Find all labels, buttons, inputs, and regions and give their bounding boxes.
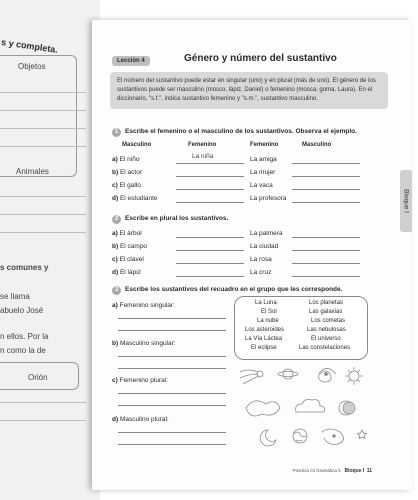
answer-line[interactable] [292,237,360,238]
answer-line[interactable] [292,176,360,177]
answer-line[interactable] [292,276,360,277]
answer-line[interactable] [292,163,360,164]
exercise-number: 1 [112,128,121,137]
writing-line [0,196,86,197]
writing-line [0,128,86,129]
answer-line[interactable] [176,202,244,203]
word-box-item: El eclipse [251,345,277,351]
exercise-1-row: c) El gallo [112,182,141,189]
writing-line [0,214,86,215]
word-box-item: Las galaxias [309,309,343,315]
writing-line [0,110,86,111]
footer-block: Bloque I [344,468,365,474]
answer-line[interactable] [176,189,244,190]
question-label: b) Masculino singular: [112,340,176,347]
left-page-text: n como la de [0,346,46,355]
column-header: Masculino [122,142,152,148]
word-box-item: La nube [257,318,279,324]
exercise-2-word: La rosa [250,256,272,263]
left-page-text: n ellos. Por la [0,332,49,341]
answer-line[interactable] [118,356,226,357]
column-header: Femenino [250,142,279,148]
answer-line[interactable] [176,176,244,177]
answer-line[interactable] [176,276,244,277]
answer-line[interactable] [292,250,360,251]
page-number: 11 [366,468,372,474]
left-page [0,0,100,500]
answer-line[interactable] [292,263,360,264]
left-page-text: abuelo José [0,306,44,315]
milky-way-icon [322,429,344,444]
exercise-2-row: d) El lápiz [112,269,141,276]
exercise-number: 2 [112,215,121,224]
exercise-2-word: La ciudad [250,243,279,250]
cloud-icon [296,400,325,413]
example-answer: La niña [192,153,214,160]
exercise-1-row: d) El estudiante [112,195,158,202]
word-box-item: Los planetas [309,300,344,306]
eclipse-icon [339,401,355,415]
lesson-badge: Lección 4 [112,56,150,66]
exercise-3-heading [112,286,342,295]
exercise-1-instruction: Escribe el femenino o el masculino de los sustantivos. Observa el ejemplo. [125,128,357,135]
writing-line [0,92,86,93]
exercise-1-row: a) El niño [112,156,140,163]
answer-line[interactable] [118,368,226,369]
answer-line[interactable] [118,432,226,433]
writing-line [0,146,86,147]
block-side-tab-label: Bloque I [402,189,410,213]
answer-line[interactable] [118,444,226,445]
exercise-1-word: La vaca [250,182,273,189]
exercise-1-heading [112,128,357,137]
moon-icon [260,430,276,446]
column-header: Masculino [302,142,332,148]
exercise-3-instruction: Escribe los sustantivos del recuadro en el grupo que les corresponde. [125,286,343,293]
answer-line[interactable] [176,250,244,251]
earth-icon [293,429,307,443]
word-box-item: Las constelaciones [299,345,351,351]
answer-line[interactable] [118,318,226,319]
intro-box: El número del sustantivo puede estar en singular (uno) y en plural (más de uno). El género de los sustantivos puede ser masculino (mosco, lápiz, Daniel) o femenino (mosca, goma, Laura). En el diccionario, "s.f.", indica sustantivo femenino y "s.m.", sustantivo masculino. [110,72,388,109]
writing-line [0,402,86,403]
book-title: Practica mi Gramática 5 [292,468,341,473]
left-page-text: Animales [16,167,49,176]
exercise-2-instruction: Escribe en plural los sustantivos. [125,215,229,222]
column-header: Femenino [188,142,217,148]
answer-line[interactable] [118,393,226,394]
answer-line[interactable] [292,202,360,203]
sun-icon [345,367,363,385]
exercise-2-row: b) El campo [112,243,148,250]
exercise-1-word: La mujer [250,169,276,176]
left-page-text: Objetos [18,62,46,71]
word-box-item: Los cometas [311,318,346,324]
left-page-text: se llama [0,292,30,301]
planet-icon [278,369,298,379]
page-title: Género y número del sustantivo [184,53,337,64]
star-icon [358,430,367,439]
word-box-item: El universo [311,336,341,342]
exercise-2-word: La palmera [250,230,283,237]
left-page-title: s y completa. [0,37,59,55]
question-label: c) Femenino plural: [112,377,169,384]
word-box-item: El Sol [261,309,277,315]
exercise-2-word: La cruz [250,269,272,276]
exercise-2-row: a) El árbol [112,230,142,237]
nebula-icon [246,401,280,416]
question-label: a) Femenino singular: [112,302,175,309]
left-page-heading: s comunes y [0,263,49,272]
exercise-1-word: La profesora [250,195,287,202]
answer-line[interactable] [176,237,244,238]
block-side-tab [400,170,412,232]
word-box-item: Los asteroides [245,327,285,333]
answer-line[interactable] [118,330,226,331]
answer-line[interactable] [176,263,244,264]
galaxy-icon [319,368,336,382]
writing-line [0,232,86,233]
word-box-item: La Luna [255,300,277,306]
workbook-page [92,20,412,490]
word-box-item: Las nebulosas [307,327,346,333]
exercise-1-word: La amiga [250,156,277,163]
page-footer [293,468,372,474]
comet-icon [240,370,263,384]
answer-line[interactable] [176,163,244,164]
word-box [234,296,368,360]
exercise-2-row: c) El clavel [112,256,144,263]
space-illustration [238,364,376,450]
answer-line[interactable] [292,189,360,190]
answer-line[interactable] [118,405,226,406]
exercise-1-row: b) El actor [112,169,142,176]
exercise-number: 3 [112,286,121,295]
left-page-text: Orión [28,373,48,382]
word-box-item: La Vía Láctea [245,336,283,342]
writing-line [0,420,86,421]
left-page-frame [0,55,77,177]
question-label: d) Masculino plural: [112,416,169,423]
exercise-2-heading [112,215,228,224]
